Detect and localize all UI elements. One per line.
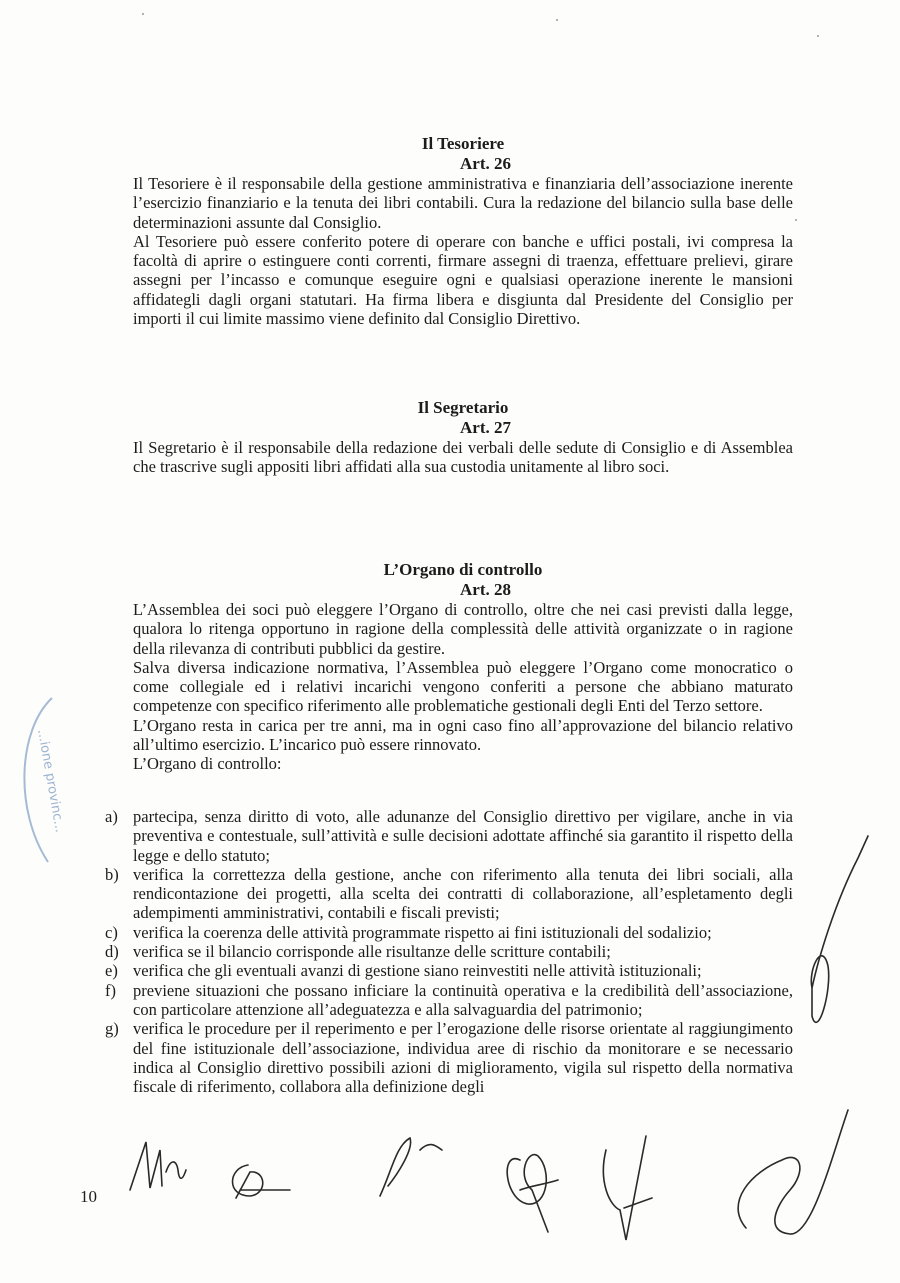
section-title: Il Segretario xyxy=(417,398,509,417)
paragraph: L’Organo resta in carica per tre anni, ma in ogni caso fino all’approvazione del bilancio relativo all’ultimo esercizio. L’incarico può essere rinnovato. xyxy=(133,715,793,755)
signature-7 xyxy=(738,1110,848,1234)
signature-5 xyxy=(603,1136,652,1240)
list-item xyxy=(105,807,793,865)
paragraph: L’Organo di controllo: xyxy=(133,754,282,774)
list-marker: a) xyxy=(105,807,118,826)
signature-4 xyxy=(507,1155,558,1232)
list-item-text: verifica la coerenza delle attività programmate rispetto ai fini istituzionali del sodalizio; xyxy=(133,922,712,942)
section-title: L’Organo di controllo xyxy=(383,560,543,579)
list-marker: c) xyxy=(105,922,118,942)
section-segretario xyxy=(133,398,793,477)
list-item xyxy=(105,942,793,961)
section-organo-controllo xyxy=(133,560,793,774)
list-item-text: partecipa, senza diritto di voto, alle adunanze del Consiglio direttivo per vigilare, anche in via preventiva e contestuale, sull’attività e sulle decisioni adottate affinché sia garantito il rispetto della legge e dello statuto; xyxy=(133,807,793,865)
list-item xyxy=(105,865,793,923)
signature-2 xyxy=(233,1165,291,1198)
section-title: Il Tesoriere xyxy=(421,134,505,153)
list-marker: g) xyxy=(105,1019,119,1039)
list-item-text: verifica la correttezza della gestione, anche con riferimento alla tenuta dei libri sociali, alla rendicontazione dei progetti, alla scelta dei contratti di collaborazione, all’espletamento degli adempimenti amministrativi, contabili e fiscali previsti; xyxy=(133,864,793,923)
article-number: Art. 27 xyxy=(460,418,511,437)
page-number: 10 xyxy=(80,1187,97,1206)
list-item xyxy=(105,981,793,1020)
article-number: Art. 26 xyxy=(460,154,511,173)
stamp-text: ...ione provinc... xyxy=(34,728,68,834)
list-item xyxy=(105,1019,793,1096)
signature-6 xyxy=(811,836,868,1022)
list-marker: b) xyxy=(105,864,119,884)
list-item-text: verifica che gli eventuali avanzi di gestione siano reinvestiti nelle attività istituzionali; xyxy=(133,961,702,981)
list-item-text: previene situazioni che possano inficiare la continuità operativa e la credibilità dell’associazione, con particolare attenzione all’adeguatezza e alla salvaguardia del patrimonio; xyxy=(133,980,793,1019)
article-number: Art. 28 xyxy=(460,580,511,599)
paragraph: Salva diversa indicazione normativa, l’Assemblea può eleggere l’Organo come monocratico o come collegiale ed i relativi incarichi vengono conferiti a persone che abbiano maturato competenze con specifico riferimento alle problematiche gestionali degli Enti del Terzo settore. xyxy=(133,657,793,716)
signature-1 xyxy=(130,1142,186,1190)
list-item-text: verifica le procedure per il reperimento e per l’erogazione delle risorse orientate al raggiungimento del fine istituzionale dell’associazione, individua aree di rischio da monitorare e se necessario indica al Consiglio direttivo possibili azioni di miglioramento, vigila sul rispetto della normativa fiscale di riferimento, collabora alla definizione degli xyxy=(133,1019,793,1097)
list-marker: d) xyxy=(105,942,119,962)
list-item xyxy=(105,961,793,980)
duties-list xyxy=(105,807,793,1096)
list-item-text: verifica se il bilancio corrisponde alle risultanze delle scritture contabili; xyxy=(133,942,611,962)
signature-3 xyxy=(380,1138,442,1196)
paragraph: Il Segretario è il responsabile della redazione dei verbali delle sedute di Consiglio e di Assemblea che trascrive sugli appositi libri affidati alla sua custodia unitamente al libro soci. xyxy=(133,438,793,477)
paragraph: L’Assemblea dei soci può eleggere l’Organo di controllo, oltre che nei casi previsti dalla legge, qualora lo ritenga opportuno in ragione della complessità delle attività organizzate o in ragione della rilevanza di contributi pubblici da gestire. xyxy=(133,600,793,658)
list-marker: e) xyxy=(105,961,118,981)
paragraph: Il Tesoriere è il responsabile della gestione amministrativa e finanziaria dell’associazione inerente l’esercizio finanziario e la tenuta dei libri contabili. Cura la redazione del bilancio sulla base delle determinazioni assunte dal Consiglio. xyxy=(133,174,793,232)
list-marker: f) xyxy=(105,980,116,1000)
list-item xyxy=(105,923,793,942)
paragraph: Al Tesoriere può essere conferito potere di operare con banche e uffici postali, ivi compresa la facoltà di aprire o estinguere conti correnti, firmare assegni di traenza, effettuare prelievi, girare assegni per l’incasso e comunque eseguire ogni e qualsiasi operazione inerente le mansioni affidategli dagli organi statutari. Ha firma libera e disgiunta dal Presidente del Consiglio per importi il cui limite massimo viene definito dal Consiglio Direttivo. xyxy=(133,231,793,329)
stamp-mark xyxy=(8,690,78,870)
section-tesoriere xyxy=(133,134,793,328)
